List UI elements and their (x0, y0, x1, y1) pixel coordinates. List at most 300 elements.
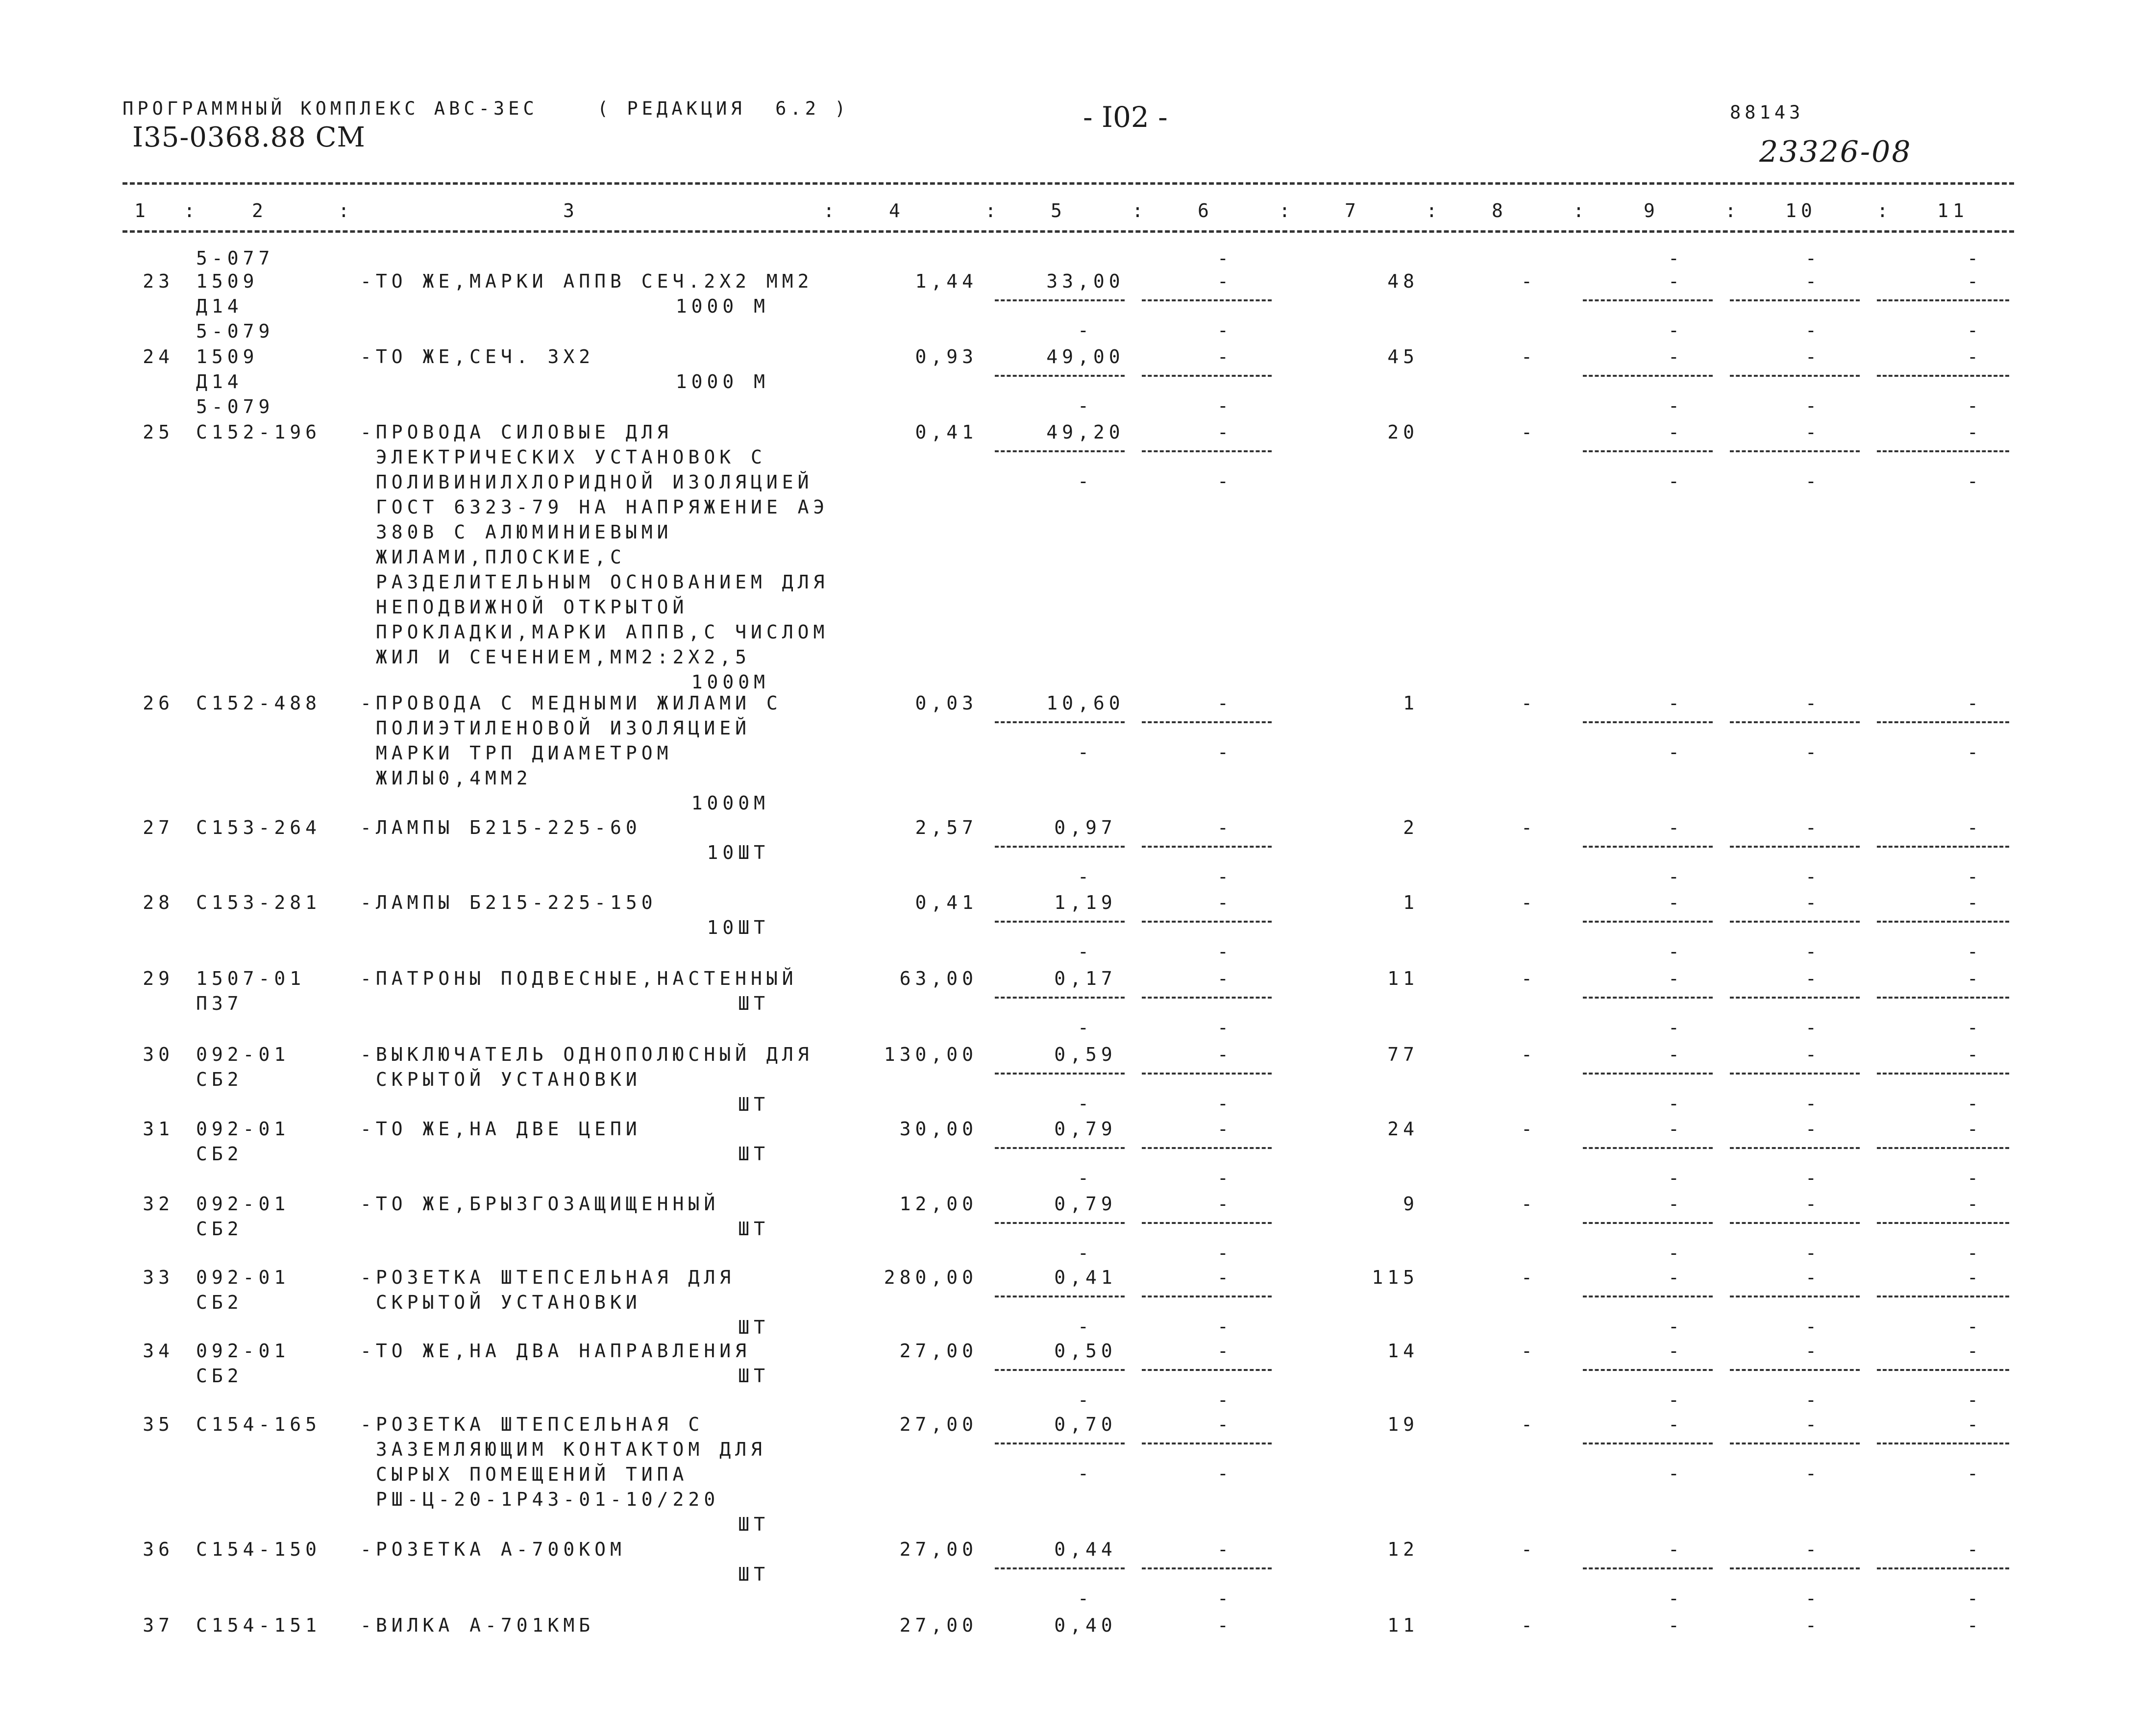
row-code: СБ2 (196, 1365, 243, 1387)
cell-divider-col5 (995, 997, 1125, 999)
row-code: С152-196 (196, 421, 321, 443)
cell-col11: - (1967, 1193, 1983, 1215)
cell-divider-col10 (1730, 1567, 1860, 1569)
cell-col8: - (1521, 1044, 1537, 1065)
column-header-1: 1 (134, 200, 150, 221)
row-code: 092-01 (196, 1267, 290, 1288)
cell-col6-lower: - (1217, 941, 1233, 962)
cell-col5: 49,00 (1046, 346, 1125, 367)
row-number: 27 (143, 817, 174, 838)
row-description: ЗАЗЕМЛЯЮЩИМ КОНТАКТОМ ДЛЯ (360, 1439, 766, 1460)
column-divider-mark: : (184, 200, 199, 221)
cell-divider-col6 (1142, 1443, 1272, 1444)
cell-col11-lower: - (1967, 741, 1983, 763)
cell-divider-col9 (1583, 1222, 1713, 1224)
cell-col8: - (1521, 1414, 1537, 1435)
cell-col11-lower: - (1967, 1463, 1983, 1484)
cell-divider-col10 (1730, 1443, 1860, 1444)
row-description: -ПРОВОДА С МЕДНЫМИ ЖИЛАМИ С (360, 692, 782, 714)
cell-divider-col9 (1583, 1073, 1713, 1075)
cell-col5: 0,79 (1054, 1118, 1117, 1140)
cell-col11: - (1967, 692, 1983, 714)
cell-col7: 19 (1387, 1414, 1419, 1435)
cell-col9-lower: - (1668, 319, 1684, 341)
cell-col6-lower: - (1217, 1167, 1233, 1189)
row-description: -РОЗЕТКА ШТЕПСЕЛЬНАЯ ДЛЯ (360, 1267, 736, 1288)
row-number: 34 (143, 1340, 174, 1362)
row-unit: ШТ (738, 1094, 769, 1115)
cell-col5: 0,40 (1054, 1614, 1117, 1636)
cell-col10-lower: - (1805, 941, 1821, 962)
cell-col6: - (1217, 1044, 1233, 1065)
cell-col4: 30,00 (899, 1118, 978, 1140)
cell-col9-lower: - (1668, 1093, 1684, 1114)
cell-col7: 11 (1387, 968, 1419, 989)
row-code: 092-01 (196, 1193, 290, 1215)
cell-col5: 0,50 (1054, 1340, 1117, 1362)
cell-divider-col10 (1730, 450, 1860, 452)
handwritten-number: 23326-08 (1759, 135, 1912, 169)
row-description: РШ-Ц-20-1Р43-01-10/220 (360, 1489, 720, 1510)
cell-col8: - (1521, 692, 1537, 714)
cell-col5-lower: - (1078, 741, 1093, 763)
cell-col11-lower: - (1967, 1588, 1983, 1609)
cell-col6-lower: - (1217, 1588, 1233, 1609)
cell-col10: - (1805, 247, 1821, 269)
cell-col4: 27,00 (899, 1414, 978, 1435)
row-number: 24 (143, 346, 174, 367)
cell-col7: 1 (1403, 692, 1419, 714)
cell-divider-col6 (1142, 299, 1272, 301)
row-description: -ВИЛКА А-701КМБ (360, 1614, 595, 1636)
row-code: 1507-01 (196, 968, 306, 989)
cell-divider-col11 (1877, 1369, 2009, 1371)
cell-col4: 27,00 (899, 1340, 978, 1362)
row-unit: ШТ (738, 1218, 769, 1240)
cell-col10: - (1805, 1267, 1821, 1288)
cell-col8: - (1521, 1193, 1537, 1215)
cell-divider-col5 (995, 375, 1125, 377)
row-description: РАЗДЕЛИТЕЛЬНЫМ ОСНОВАНИЕМ ДЛЯ (360, 571, 829, 593)
cell-col11: - (1967, 892, 1983, 913)
cell-col9: - (1668, 1414, 1684, 1435)
cell-divider-col6 (1142, 1222, 1272, 1224)
column-divider-mark: : (1725, 200, 1741, 221)
cell-col8: - (1521, 421, 1537, 443)
cell-col9: - (1668, 1340, 1684, 1362)
cell-col9-lower: - (1668, 1316, 1684, 1337)
row-description: -ПРОВОДА СИЛОВЫЕ ДЛЯ (360, 421, 673, 443)
cell-col11: - (1967, 1044, 1983, 1065)
cell-col9-lower: - (1668, 741, 1684, 763)
cell-divider-col6 (1142, 1296, 1272, 1297)
cell-col10: - (1805, 270, 1821, 292)
cell-col9-lower: - (1668, 1167, 1684, 1189)
cell-divider-col11 (1877, 1567, 2009, 1569)
cell-col4: 1,44 (915, 270, 978, 292)
row-code: СБ2 (196, 1069, 243, 1090)
cell-divider-col9 (1583, 299, 1713, 301)
cell-divider-col5 (995, 1369, 1125, 1371)
cell-col10-lower: - (1805, 1017, 1821, 1038)
cell-col4: 2,57 (915, 817, 978, 838)
cell-col5-lower: - (1078, 941, 1093, 962)
cell-divider-col5 (995, 1222, 1125, 1224)
cell-col10: - (1805, 968, 1821, 989)
cell-col9: - (1668, 1539, 1684, 1560)
row-description: ЖИЛ И СЕЧЕНИЕМ,ММ2:2Х2,5 (360, 646, 751, 668)
row-code: Д14 (196, 295, 243, 317)
cell-col6: - (1217, 1414, 1233, 1435)
row-unit: 1000М (691, 792, 769, 814)
row-number: 32 (143, 1193, 174, 1215)
cell-col6: - (1217, 1539, 1233, 1560)
cell-col4: 280,00 (884, 1267, 978, 1288)
cell-col6: - (1217, 1193, 1233, 1215)
cell-col10-lower: - (1805, 1463, 1821, 1484)
cell-col9-lower: - (1668, 1389, 1684, 1411)
cell-col6-lower: - (1217, 866, 1233, 887)
row-description: -ЛАМПЫ Б215-225-150 (360, 892, 657, 913)
cell-col5-lower: - (1078, 1242, 1093, 1264)
column-header-6: 6 (1198, 200, 1213, 221)
cell-col11: - (1967, 1539, 1983, 1560)
document-code: I35-0368.88 СМ (132, 122, 366, 153)
row-unit: 1000М (691, 671, 769, 693)
cell-col9-lower: - (1668, 1017, 1684, 1038)
cell-divider-col11 (1877, 1073, 2009, 1075)
cell-col6-lower: - (1217, 1093, 1233, 1114)
cell-divider-col9 (1583, 997, 1713, 999)
cell-col5-lower: - (1078, 866, 1093, 887)
row-code: 1509 (196, 346, 259, 367)
row-code: 092-01 (196, 1340, 290, 1362)
cell-divider-col6 (1142, 721, 1272, 723)
cell-col6: - (1217, 1267, 1233, 1288)
column-header-5: 5 (1051, 200, 1066, 221)
cell-col9-lower: - (1668, 1242, 1684, 1264)
cell-col4: 0,93 (915, 346, 978, 367)
cell-col7: 1 (1403, 892, 1419, 913)
cell-col6: - (1217, 1118, 1233, 1140)
cell-col6: - (1217, 346, 1233, 367)
row-code: 092-01 (196, 1118, 290, 1140)
row-code: С154-150 (196, 1539, 321, 1560)
row-unit: 1000 М (675, 295, 769, 317)
column-header-7: 7 (1345, 200, 1360, 221)
cell-col6-lower: - (1217, 1316, 1233, 1337)
cell-col11-lower: - (1967, 1316, 1983, 1337)
cell-col11-lower: - (1967, 319, 1983, 341)
cell-divider-col11 (1877, 1147, 2009, 1149)
row-unit: 10ШТ (707, 842, 769, 863)
cell-col5-lower: - (1078, 1588, 1093, 1609)
cell-divider-col10 (1730, 1369, 1860, 1371)
row-description: ПОЛИЭТИЛЕНОВОЙ ИЗОЛЯЦИЕЙ (360, 717, 751, 739)
cell-col5-lower: - (1078, 1093, 1093, 1114)
column-divider-mark: : (1877, 200, 1893, 221)
cell-col9-lower: - (1668, 866, 1684, 887)
row-code: П37 (196, 993, 243, 1014)
cell-col6-lower: - (1217, 741, 1233, 763)
cell-col7: 20 (1387, 421, 1419, 443)
row-description: -ТО ЖЕ,МАРКИ АППВ СЕЧ.2Х2 ММ2 (360, 270, 813, 292)
cell-col7: 45 (1387, 346, 1419, 367)
cell-col8: - (1521, 346, 1537, 367)
cell-divider-col5 (995, 846, 1125, 848)
cell-col11: - (1967, 1340, 1983, 1362)
row-description: -ПАТРОНЫ ПОДВЕСНЫЕ,НАСТЕННЫЙ (360, 968, 798, 989)
row-code: С153-281 (196, 892, 321, 913)
cell-col9-lower: - (1668, 1588, 1684, 1609)
row-description: СКРЫТОЙ УСТАНОВКИ (360, 1069, 641, 1090)
row-description: 380В С АЛЮМИНИЕВЫМИ (360, 521, 673, 543)
cell-divider-col10 (1730, 1073, 1860, 1075)
cell-col11: - (1967, 421, 1983, 443)
column-header-11: 11 (1937, 200, 1969, 221)
row-code: СБ2 (196, 1143, 243, 1165)
cell-col4: 12,00 (899, 1193, 978, 1215)
row-description: ГОСТ 6323-79 НА НАПРЯЖЕНИЕ АЭ (360, 496, 829, 518)
cell-col6-lower: - (1217, 1242, 1233, 1264)
cell-col9: - (1668, 968, 1684, 989)
cell-col8: - (1521, 1539, 1537, 1560)
cell-divider-col5 (995, 1073, 1125, 1075)
cell-col10-lower: - (1805, 1588, 1821, 1609)
cell-col11: - (1967, 270, 1983, 292)
cell-col5: 0,59 (1054, 1044, 1117, 1065)
cell-divider-col10 (1730, 1296, 1860, 1297)
row-description: СЫРЫХ ПОМЕЩЕНИЙ ТИПА (360, 1464, 689, 1485)
cell-col4: 0,03 (915, 692, 978, 714)
row-description: -ТО ЖЕ,НА ДВА НАПРАВЛЕНИЯ (360, 1340, 751, 1362)
row-description: -РОЗЕТКА ШТЕПСЕЛЬНАЯ С (360, 1414, 704, 1435)
cell-col6: - (1217, 1614, 1233, 1636)
cell-divider-col11 (1877, 299, 2009, 301)
cell-divider-col5 (995, 921, 1125, 923)
cell-col10: - (1805, 346, 1821, 367)
cell-col10: - (1805, 1340, 1821, 1362)
cell-col4: 27,00 (899, 1539, 978, 1560)
row-unit: ШТ (738, 993, 769, 1014)
row-description: ПОЛИВИНИЛХЛОРИДНОЙ ИЗОЛЯЦИЕЙ (360, 471, 813, 493)
row-description: -ЛАМПЫ Б215-225-60 (360, 817, 641, 838)
cell-col9: - (1668, 692, 1684, 714)
cell-col11-lower: - (1967, 1242, 1983, 1264)
row-description: -РОЗЕТКА А-700КОМ (360, 1539, 626, 1560)
cell-divider-col6 (1142, 1147, 1272, 1149)
cell-col5: 49,20 (1046, 421, 1125, 443)
cell-col9: - (1668, 421, 1684, 443)
cell-col10: - (1805, 892, 1821, 913)
cell-col5: 0,97 (1054, 817, 1117, 838)
cell-col9: - (1668, 1044, 1684, 1065)
cell-col7: 48 (1387, 270, 1419, 292)
cell-col6: - (1217, 270, 1233, 292)
column-divider-mark: : (1279, 200, 1295, 221)
row-unit: ШТ (738, 1365, 769, 1387)
cell-divider-col10 (1730, 375, 1860, 377)
cell-col10: - (1805, 1614, 1821, 1636)
cell-col9: - (1668, 1614, 1684, 1636)
cell-col11-lower: - (1967, 941, 1983, 962)
cell-divider-col11 (1877, 1296, 2009, 1297)
cell-col10-lower: - (1805, 1316, 1821, 1337)
cell-divider-col6 (1142, 997, 1272, 999)
row-code: 092-01 (196, 1044, 290, 1065)
row-number: 31 (143, 1118, 174, 1140)
column-divider-mark: : (1132, 200, 1148, 221)
cell-col9: - (1668, 1267, 1684, 1288)
row-code: 5-079 (196, 320, 274, 342)
cell-col7: 115 (1372, 1267, 1419, 1288)
row-code: Д14 (196, 371, 243, 392)
cell-col10-lower: - (1805, 319, 1821, 341)
cell-col4: 27,00 (899, 1614, 978, 1636)
cell-col6-lower: - (1217, 1389, 1233, 1411)
row-unit: ШТ (738, 1564, 769, 1585)
cell-col11: - (1967, 817, 1983, 838)
row-description: ПРОКЛАДКИ,МАРКИ АППВ,С ЧИСЛОМ (360, 621, 829, 643)
cell-col8: - (1521, 1267, 1537, 1288)
cell-col8: - (1521, 270, 1537, 292)
cell-col10: - (1805, 692, 1821, 714)
cell-col6-lower: - (1217, 470, 1233, 492)
cell-divider-col10 (1730, 997, 1860, 999)
row-code: 1509 (196, 270, 259, 292)
header-separator-top (123, 182, 2014, 185)
row-code: 5-077 (196, 247, 274, 269)
cell-divider-col5 (995, 1443, 1125, 1444)
row-code: 5-079 (196, 396, 274, 417)
column-divider-mark: : (823, 200, 839, 221)
cell-divider-col10 (1730, 921, 1860, 923)
cell-col5-lower: - (1078, 470, 1093, 492)
cell-col8: - (1521, 1340, 1537, 1362)
row-description: НЕПОДВИЖНОЙ ОТКРЫТОЙ (360, 596, 689, 618)
row-number: 26 (143, 692, 174, 714)
cell-divider-col9 (1583, 375, 1713, 377)
column-divider-mark: : (1573, 200, 1589, 221)
cell-col11: - (1967, 1118, 1983, 1140)
row-number: 25 (143, 421, 174, 443)
row-unit: 10ШТ (707, 917, 769, 938)
cell-divider-col11 (1877, 921, 2009, 923)
cell-col7: 2 (1403, 817, 1419, 838)
cell-col10: - (1805, 1193, 1821, 1215)
cell-col6-lower: - (1217, 319, 1233, 341)
cell-col6: - (1217, 692, 1233, 714)
cell-col5: 10,60 (1046, 692, 1125, 714)
cell-divider-col11 (1877, 1222, 2009, 1224)
cell-col7: 12 (1387, 1539, 1419, 1560)
cell-col6-lower: - (1217, 1017, 1233, 1038)
cell-col10: - (1805, 1118, 1821, 1140)
cell-divider-col6 (1142, 375, 1272, 377)
cell-col9-lower: - (1668, 470, 1684, 492)
cell-col4: 130,00 (884, 1044, 978, 1065)
column-divider-mark: : (985, 200, 1001, 221)
row-description: -ТО ЖЕ,СЕЧ. 3Х2 (360, 346, 595, 367)
cell-col9: - (1668, 1193, 1684, 1215)
row-description: ЖИЛЫ0,4ММ2 (360, 767, 532, 789)
cell-divider-col9 (1583, 721, 1713, 723)
cell-divider-col10 (1730, 1222, 1860, 1224)
cell-divider-col5 (995, 1567, 1125, 1569)
cell-col11: - (1967, 1614, 1983, 1636)
cell-col7: 9 (1403, 1193, 1419, 1215)
cell-divider-col9 (1583, 1369, 1713, 1371)
cell-col6-lower: - (1217, 1463, 1233, 1484)
row-description: -ТО ЖЕ,БРЫЗГОЗАЩИЩЕННЫЙ (360, 1193, 720, 1215)
cell-divider-col5 (995, 450, 1125, 452)
column-header-10: 10 (1785, 200, 1817, 221)
cell-divider-col6 (1142, 1073, 1272, 1075)
row-code: С152-488 (196, 692, 321, 714)
cell-divider-col9 (1583, 846, 1713, 848)
row-code: СБ2 (196, 1292, 243, 1313)
column-header-2: 2 (252, 200, 268, 221)
cell-divider-col6 (1142, 921, 1272, 923)
cell-col9: - (1668, 247, 1684, 269)
cell-col9: - (1668, 817, 1684, 838)
cell-divider-col5 (995, 1296, 1125, 1297)
cell-col5-lower: - (1078, 1316, 1093, 1337)
cell-col9: - (1668, 892, 1684, 913)
cell-col11-lower: - (1967, 1093, 1983, 1114)
cell-col9: - (1668, 270, 1684, 292)
column-divider-mark: : (1426, 200, 1442, 221)
cell-col11-lower: - (1967, 470, 1983, 492)
cell-col10: - (1805, 1044, 1821, 1065)
row-description: МАРКИ ТРП ДИАМЕТРОМ (360, 742, 673, 764)
cell-divider-col9 (1583, 1147, 1713, 1149)
row-description: ЖИЛАМИ,ПЛОСКИЕ,С (360, 546, 626, 568)
row-description: -ВЫКЛЮЧАТЕЛЬ ОДНОПОЛЮСНЫЙ ДЛЯ (360, 1044, 813, 1065)
row-unit: ШТ (738, 1317, 769, 1338)
cell-col11-lower: - (1967, 866, 1983, 887)
row-unit: ШТ (738, 1143, 769, 1165)
cell-col8: - (1521, 968, 1537, 989)
column-header-8: 8 (1492, 200, 1507, 221)
row-number: 35 (143, 1414, 174, 1435)
cell-divider-col11 (1877, 846, 2009, 848)
cell-col11: - (1967, 346, 1983, 367)
cell-col6: - (1217, 968, 1233, 989)
cell-divider-col5 (995, 299, 1125, 301)
cell-col5-lower: - (1078, 1463, 1093, 1484)
cell-col6: - (1217, 247, 1233, 269)
row-number: 36 (143, 1539, 174, 1560)
row-code: С153-264 (196, 817, 321, 838)
cell-col8: - (1521, 892, 1537, 913)
cell-col9: - (1668, 346, 1684, 367)
cell-col11: - (1967, 968, 1983, 989)
cell-col9-lower: - (1668, 1463, 1684, 1484)
cell-col5: 33,00 (1046, 270, 1125, 292)
cell-divider-col11 (1877, 997, 2009, 999)
column-header-4: 4 (889, 200, 905, 221)
cell-col11-lower: - (1967, 1389, 1983, 1411)
cell-divider-col10 (1730, 299, 1860, 301)
cell-col5-lower: - (1078, 319, 1093, 341)
cell-col8: - (1521, 1118, 1537, 1140)
cell-col7: 77 (1387, 1044, 1419, 1065)
cell-col4: 0,41 (915, 421, 978, 443)
cell-col4: 63,00 (899, 968, 978, 989)
cell-col7: 11 (1387, 1614, 1419, 1636)
row-number: 29 (143, 968, 174, 989)
